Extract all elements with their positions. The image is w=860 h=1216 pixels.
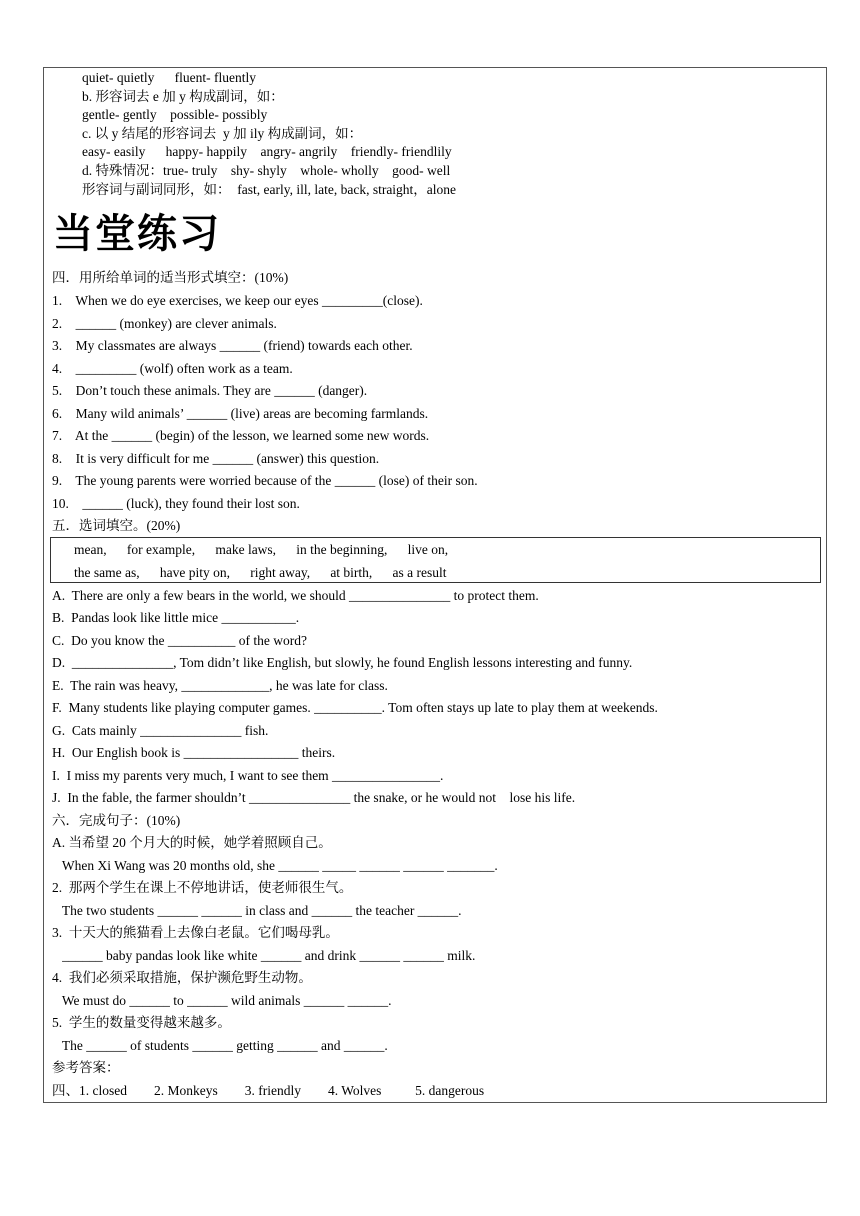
intro-line: d. 特殊情况：true- truly shy- shyly whole- wholly good- well (82, 163, 451, 178)
sentence-line: ______ baby pandas look like white ______ and drink ______ ______ milk. (52, 948, 476, 963)
intro-line: quiet- quietly fluent- fluently (82, 70, 256, 85)
sentence-line: A. 当希望 20 个月大的时候，她学着照顾自己。 (52, 835, 332, 850)
section-title: 四．用所给单词的适当形式填空：(10%) (52, 270, 289, 285)
sentence-line: 4. 我们必须采取措施，保护濒危野生动物。 (52, 970, 312, 985)
answers-title: 参考答案： (52, 1060, 120, 1075)
exercise-item: A. There are only a few bears in the world, we should _______________ to protect them. (52, 588, 539, 603)
exercise-item: C. Do you know the __________ of the word? (52, 633, 307, 648)
word-box-line: the same as, have pity on, right away, at birth, as a result (74, 565, 447, 580)
exercise-item: H. Our English book is _________________ theirs. (52, 745, 336, 760)
exercise-item: 6. Many wild animals’ ______ (live) areas are becoming farmlands. (52, 406, 429, 421)
section-title: 五．选词填空。(20%) (52, 518, 181, 533)
sentence-line: 2. 那两个学生在课上不停地讲话，使老师很生气。 (52, 880, 353, 895)
sentence-line: 5. 学生的数量变得越来越多。 (52, 1015, 231, 1030)
exercise-item: G. Cats mainly _______________ fish. (52, 723, 269, 738)
sentence-line: 3. 十天大的熊猫看上去像白老鼠。它们喝母乳。 (52, 925, 339, 940)
intro-line: c. 以 y 结尾的形容词去 y 加 ily 构成副词，如： (82, 126, 363, 141)
exercise-item: F. Many students like playing computer games. __________. Tom often stays up late to play them at weekends. (52, 700, 658, 715)
exercise-item: 9. The young parents were worried because of the ______ (lose) of their son. (52, 473, 478, 488)
word-box-line: mean, for example, make laws, in the beginning, live on, (74, 542, 449, 557)
intro-line: gentle- gently possible- possibly (82, 107, 268, 122)
exercise-item: I. I miss my parents very much, I want to see them ________________. (52, 768, 444, 783)
exercise-item: 2. ______ (monkey) are clever animals. (52, 316, 277, 331)
sentence-line: When Xi Wang was 20 months old, she ______ _____ ______ ______ _______. (52, 858, 498, 873)
exercise-item: E. The rain was heavy, _____________, he was late for class. (52, 678, 388, 693)
exercise-item: 7. At the ______ (begin) of the lesson, we learned some new words. (52, 428, 430, 443)
exercise-item: 10. ______ (luck), they found their lost son. (52, 496, 300, 511)
page-heading: 当堂练习 (53, 211, 221, 257)
sentence-line: We must do ______ to ______ wild animals ______ ______. (52, 993, 392, 1008)
exercise-item: B. Pandas look like little mice ___________. (52, 610, 300, 625)
sentence-line: The ______ of students ______ getting ______ and ______. (52, 1038, 388, 1053)
exercise-item: D. _______________, Tom didn’t like English, but slowly, he found English lessons interesting and funny. (52, 655, 633, 670)
exercise-item: 1. When we do eye exercises, we keep our eyes _________(close). (52, 293, 423, 308)
answers-line: 四、1. closed 2. Monkeys 3. friendly 4. Wolves 5. dangerous (52, 1083, 485, 1098)
intro-line: easy- easily happy- happily angry- angrily friendly- friendlily (82, 144, 452, 159)
exercise-item: 8. It is very difficult for me ______ (answer) this question. (52, 451, 380, 466)
section-title: 六．完成句子：(10%) (52, 813, 181, 828)
intro-line: 形容词与副词同形，如： fast, early, ill, late, back, straight，alone (82, 182, 457, 197)
intro-line: b. 形容词去 e 加 y 构成副词，如： (82, 89, 284, 104)
sentence-line: The two students ______ ______ in class and ______ the teacher ______. (52, 903, 462, 918)
exercise-item: 4. _________ (wolf) often work as a team. (52, 361, 293, 376)
exercise-item: 5. Don’t touch these animals. They are ______ (danger). (52, 383, 368, 398)
exercise-item: 3. My classmates are always ______ (friend) towards each other. (52, 338, 413, 353)
exercise-item: J. In the fable, the farmer shouldn’t _______________ the snake, or he would not lose his life. (52, 790, 576, 805)
